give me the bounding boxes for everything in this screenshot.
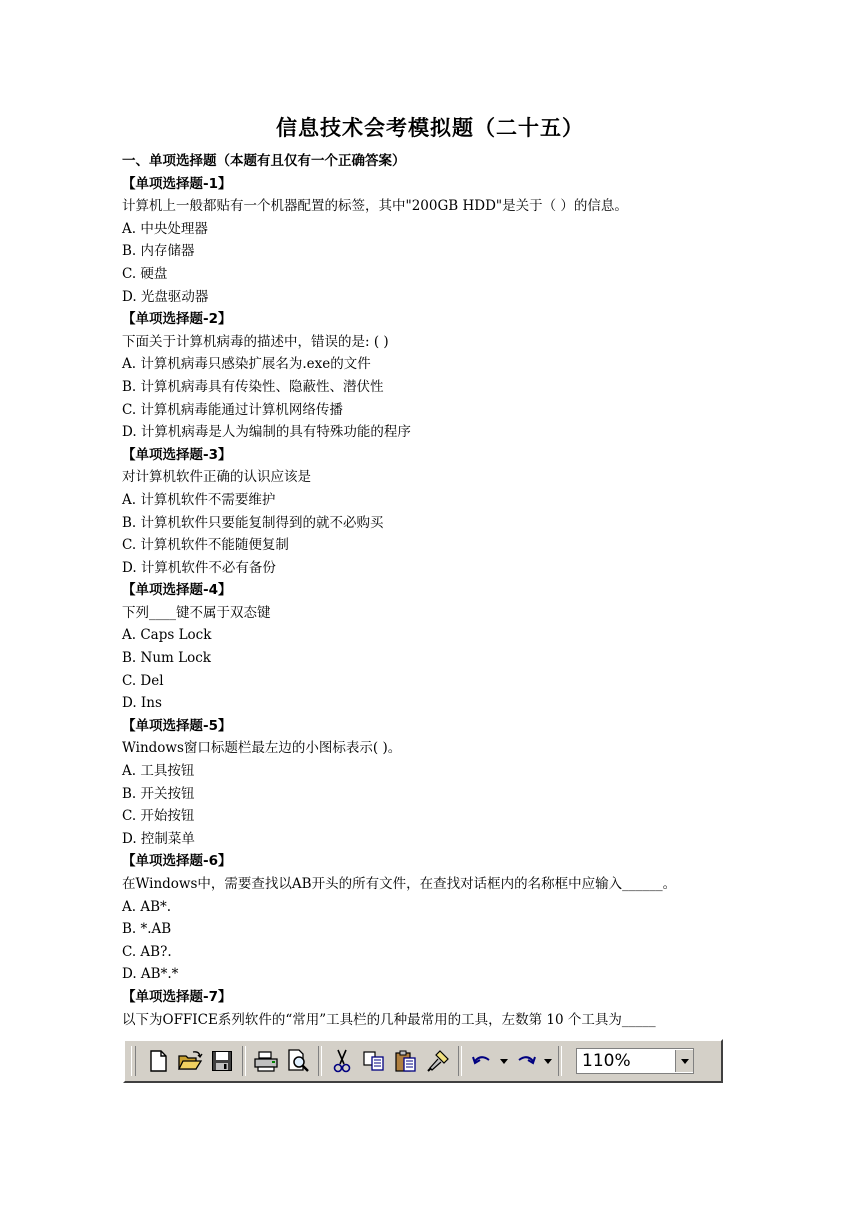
question-option: D. AB*.* xyxy=(122,966,179,983)
question-heading: 【单项选择题-6】 xyxy=(122,853,232,870)
question-option: C. 计算机软件不能随便复制 xyxy=(122,537,289,554)
question-option: B. Num Lock xyxy=(122,650,211,667)
question-option: B. 开关按钮 xyxy=(122,785,195,802)
question-option: B. *.AB xyxy=(122,921,172,938)
open-icon xyxy=(174,1045,206,1077)
question-option: A. 计算机软件不需要维护 xyxy=(122,491,276,508)
format-painter-icon xyxy=(422,1045,454,1077)
question-option: D. 光盘驱动器 xyxy=(122,288,209,305)
question-stem: 在Windows中，需要查找以AB开头的所有文件，在查找对话框内的名称框中应输入______。 xyxy=(122,876,677,892)
toolbar-separator xyxy=(318,1046,322,1076)
question-stem: 下列____键不属于双态键 xyxy=(122,604,271,621)
question-stem: 计算机上一般都贴有一个机器配置的标签，其中"200GB HDD"是关于（ ）的信息。 xyxy=(122,198,628,215)
redo-dropdown-icon xyxy=(542,1045,554,1077)
question-option: D. 计算机软件不必有备份 xyxy=(122,559,276,576)
redo-icon xyxy=(510,1045,542,1077)
paste-icon xyxy=(390,1045,422,1077)
question-option: A. 中央处理器 xyxy=(122,220,208,237)
question-heading: 【单项选择题-5】 xyxy=(122,717,232,734)
question-option: C. Del xyxy=(122,672,164,689)
question-heading: 【单项选择题-2】 xyxy=(122,311,232,328)
toolbar-grip xyxy=(131,1046,136,1076)
save-icon xyxy=(206,1045,238,1077)
question-option: C. 计算机病毒能通过计算机网络传播 xyxy=(122,401,343,418)
section-heading: 一、单项选择题（本题有且仅有一个正确答案） xyxy=(122,153,406,169)
copy-icon xyxy=(358,1045,390,1077)
question-option: D. 计算机病毒是人为编制的具有特殊功能的程序 xyxy=(122,424,411,441)
toolbar-separator xyxy=(558,1046,562,1076)
undo-icon xyxy=(466,1045,498,1077)
question-stem: 下面关于计算机病毒的描述中，错误的是: ( ) xyxy=(122,333,389,350)
question-option: B. 计算机病毒具有传染性、隐蔽性、潜伏性 xyxy=(122,378,384,395)
print-icon xyxy=(250,1045,282,1077)
question-stem: 对计算机软件正确的认识应该是 xyxy=(122,469,311,486)
question-heading: 【单项选择题-7】 xyxy=(122,988,232,1005)
zoom-box xyxy=(576,1048,694,1074)
question-option: C. 硬盘 xyxy=(122,265,168,282)
undo-dropdown-icon xyxy=(498,1045,510,1077)
question-option: B. 内存储器 xyxy=(122,243,195,260)
toolbar-separator xyxy=(458,1046,462,1076)
question-option: C. AB?. xyxy=(122,943,172,960)
question-heading: 【单项选择题-4】 xyxy=(122,582,232,599)
question-content xyxy=(122,150,732,1031)
page-title: 信息技术会考模拟题（二十五） xyxy=(276,116,584,140)
question-stem: 以下为OFFICE系列软件的“常用”工具栏的几种最常用的工具，左数第 10 个工具为_____ xyxy=(122,1011,656,1028)
question-option: A. AB*. xyxy=(122,898,172,915)
question-option: C. 开始按钮 xyxy=(122,808,195,825)
question-stem: Windows窗口标题栏最左边的小图标表示( )。 xyxy=(122,740,402,757)
question-option: D. 控制菜单 xyxy=(122,830,195,847)
office-standard-toolbar xyxy=(123,1039,723,1083)
question-option: B. 计算机软件只要能复制得到的就不必购买 xyxy=(122,514,384,531)
question-option: D. Ins xyxy=(122,695,162,712)
print-preview-icon xyxy=(282,1045,314,1077)
question-heading: 【单项选择题-1】 xyxy=(122,175,232,192)
cut-icon xyxy=(326,1045,358,1077)
question-option: A. 工具按钮 xyxy=(122,763,195,780)
new-icon xyxy=(142,1045,174,1077)
zoom-value: 110% xyxy=(582,1051,631,1071)
question-option: A. Caps Lock xyxy=(122,627,212,644)
question-heading: 【单项选择题-3】 xyxy=(122,446,232,463)
chevron-down-icon xyxy=(675,1050,693,1072)
question-option: A. 计算机病毒只感染扩展名为.exe的文件 xyxy=(122,356,371,373)
toolbar-separator xyxy=(242,1046,246,1076)
